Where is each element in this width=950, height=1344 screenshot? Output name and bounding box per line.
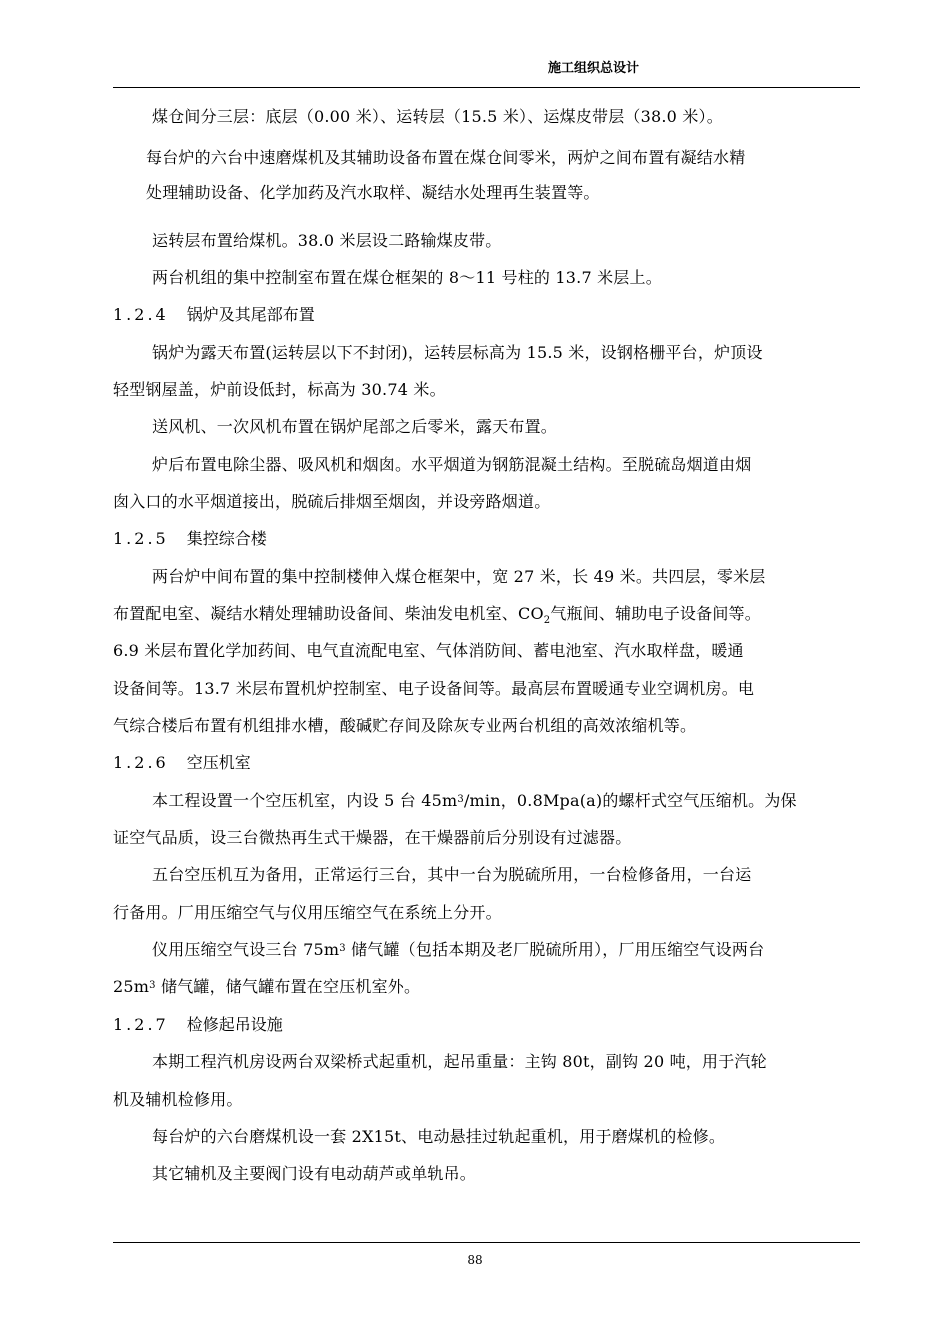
paragraph-line: 炉后布置电除尘器、吸风机和烟囱。水平烟道为钢筋混凝土结构。至脱硫岛烟道由烟 (152, 455, 752, 474)
paragraph-line (152, 937, 912, 960)
text-run: /min，0.8Mpa(a)的螺杆式空气压缩机。为保 (463, 791, 797, 810)
paragraph-line: 每台炉的六台中速磨煤机及其辅助设备布置在煤仓间零米，两炉之间布置有凝结水精 (146, 148, 746, 167)
paragraph-line: 本期工程汽机房设两台双梁桥式起重机，起吊重量：主钩 80t，副钩 20 吨，用于汽轮 (152, 1052, 767, 1071)
paragraph-line: 五台空压机互为备用，正常运行三台，其中一台为脱硫所用，一台检修备用，一台运 (152, 865, 752, 884)
subscript: 2 (543, 615, 551, 626)
text-run: 储气罐（包括本期及老厂脱硫所用），厂用压缩空气设两台 (345, 940, 765, 959)
paragraph-line: 两台机组的集中控制室布置在煤仓框架的 8～11 号柱的 13.7 米层上。 (152, 268, 662, 287)
section-number: 1.2.5 (113, 529, 169, 548)
section-number: 1.2.6 (113, 753, 169, 772)
section-title: 检修起吊设施 (186, 1015, 283, 1034)
text-run: 仪用压缩空气设三台 75m (152, 940, 340, 959)
text-run: 储气罐，储气罐布置在空压机室外。 (155, 977, 421, 996)
paragraph-line: 囱入口的水平烟道接出，脱硫后排烟至烟囱，并设旁路烟道。 (113, 492, 551, 511)
paragraph-line: 证空气品质，设三台微热再生式干燥器，在干燥器前后分别设有过滤器。 (113, 828, 632, 847)
paragraph-line: 6.9 米层布置化学加药间、电气直流配电室、气体消防间、蓄电池室、汽水取样盘，暖通 (113, 641, 744, 660)
section-heading (113, 302, 315, 325)
paragraph-line: 设备间等。13.7 米层布置机炉控制室、电子设备间等。最高层布置暖通专业空调机房。电 (113, 679, 755, 698)
paragraph-line: 行备用。厂用压缩空气与仪用压缩空气在系统上分开。 (113, 903, 502, 922)
header-rule (113, 87, 860, 88)
superscript: 3 (457, 794, 464, 805)
paragraph-line: 其它辅机及主要阀门设有电动葫芦或单轨吊。 (152, 1164, 477, 1183)
paragraph-line: 运转层布置给煤机。38.0 米层设二路输煤皮带。 (152, 231, 502, 250)
paragraph-line: 两台炉中间布置的集中控制楼伸入煤仓框架中，宽 27 米，长 49 米。共四层，零米层 (152, 567, 766, 586)
paragraph-line: 煤仓间分三层：底层（0.00 米）、运转层（15.5 米）、运煤皮带层（38.0 米）。 (152, 107, 723, 126)
superscript: 3 (149, 980, 156, 991)
paragraph-line (113, 974, 873, 997)
text-run: 25m (113, 977, 150, 996)
paragraph-line: 气综合楼后布置有机组排水槽，酸碱贮存间及除灰专业两台机组的高效浓缩机等。 (113, 716, 697, 735)
paragraph-line (152, 788, 912, 811)
paragraph-line: 处理辅助设备、化学加药及汽水取样、凝结水处理再生装置等。 (146, 183, 600, 202)
paragraph-line: 机及辅机检修用。 (113, 1090, 243, 1109)
paragraph-line: 送风机、一次风机布置在锅炉尾部之后零米，露天布置。 (152, 417, 558, 436)
section-heading (113, 750, 251, 773)
text-run: 本工程设置一个空压机室，内设 5 台 45m (152, 791, 458, 810)
paragraph-line (113, 601, 873, 626)
section-title: 空压机室 (186, 753, 251, 772)
text-run: 气瓶间、辅助电子设备间等。 (550, 604, 761, 623)
paragraph-line: 轻型钢屋盖，炉前设低封，标高为 30.74 米。 (113, 380, 446, 399)
page-header-title: 施工组织总设计 (548, 61, 640, 76)
section-number: 1.2.4 (113, 305, 169, 324)
section-heading (113, 1012, 283, 1035)
text-run: 布置配电室、凝结水精处理辅助设备间、柴油发电机室、CO (113, 604, 544, 623)
superscript: 3 (339, 943, 346, 954)
section-heading (113, 526, 267, 549)
section-title: 锅炉及其尾部布置 (186, 305, 315, 324)
section-number: 1.2.7 (113, 1015, 169, 1034)
paragraph-line: 锅炉为露天布置(运转层以下不封闭)，运转层标高为 15.5 米，设钢格栅平台，炉顶设 (152, 343, 763, 362)
footer-rule (113, 1242, 860, 1243)
section-title: 集控综合楼 (186, 529, 267, 548)
paragraph-line: 每台炉的六台磨煤机设一套 2X15t、电动悬挂过轨起重机，用于磨煤机的检修。 (152, 1127, 726, 1146)
page-number: 88 (467, 1253, 483, 1267)
